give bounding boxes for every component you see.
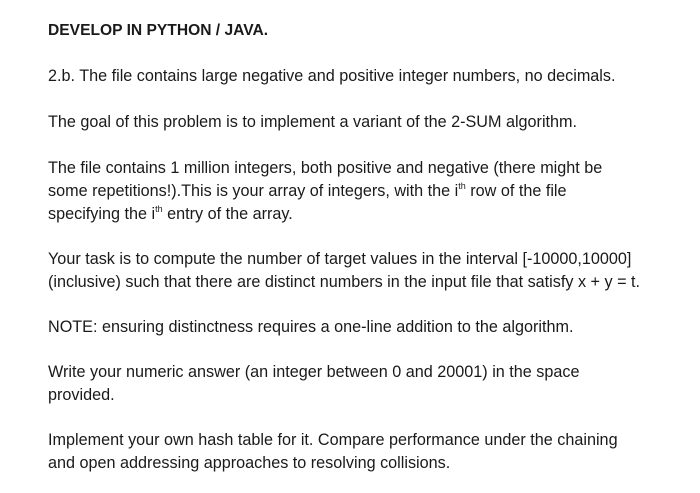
- heading: DEVELOP IN PYTHON / JAVA.: [48, 22, 269, 39]
- paragraph-line: Implement your own hash table for it. Compare performance under the chaining: [48, 431, 618, 449]
- paragraph-line: and open addressing approaches to resolving collisions.: [48, 454, 451, 472]
- paragraph-line: provided.: [48, 386, 115, 404]
- text-segment: some repetitions!).This is your array of integers, with the i: [48, 182, 459, 200]
- paragraph-line: Your task is to compute the number of target values in the interval [-10000,10000]: [48, 250, 632, 268]
- text-segment: specifying the i: [48, 205, 156, 223]
- paragraph-line: (inclusive) such that there are distinct numbers in the input file that satisfy x + y = t.: [48, 273, 641, 291]
- superscript: th: [458, 180, 466, 191]
- paragraph-note: NOTE: ensuring distinctness requires a one-line addition to the algorithm.: [48, 318, 574, 336]
- text-segment: row of the file: [465, 182, 567, 200]
- text-segment: entry of the array.: [162, 205, 293, 223]
- paragraph-goal: The goal of this problem is to implement a variant of the 2-SUM algorithm.: [48, 113, 578, 131]
- paragraph-line: Write your numeric answer (an integer between 0 and 20001) in the space: [48, 363, 580, 381]
- paragraph-line: The file contains 1 million integers, both positive and negative (there might be: [48, 159, 603, 177]
- paragraph-file-description: 2.b. The file contains large negative and positive integer numbers, no decimals.: [48, 67, 616, 85]
- paragraph-line: [48, 205, 293, 224]
- paragraph-line: [48, 182, 567, 201]
- superscript: th: [155, 203, 163, 214]
